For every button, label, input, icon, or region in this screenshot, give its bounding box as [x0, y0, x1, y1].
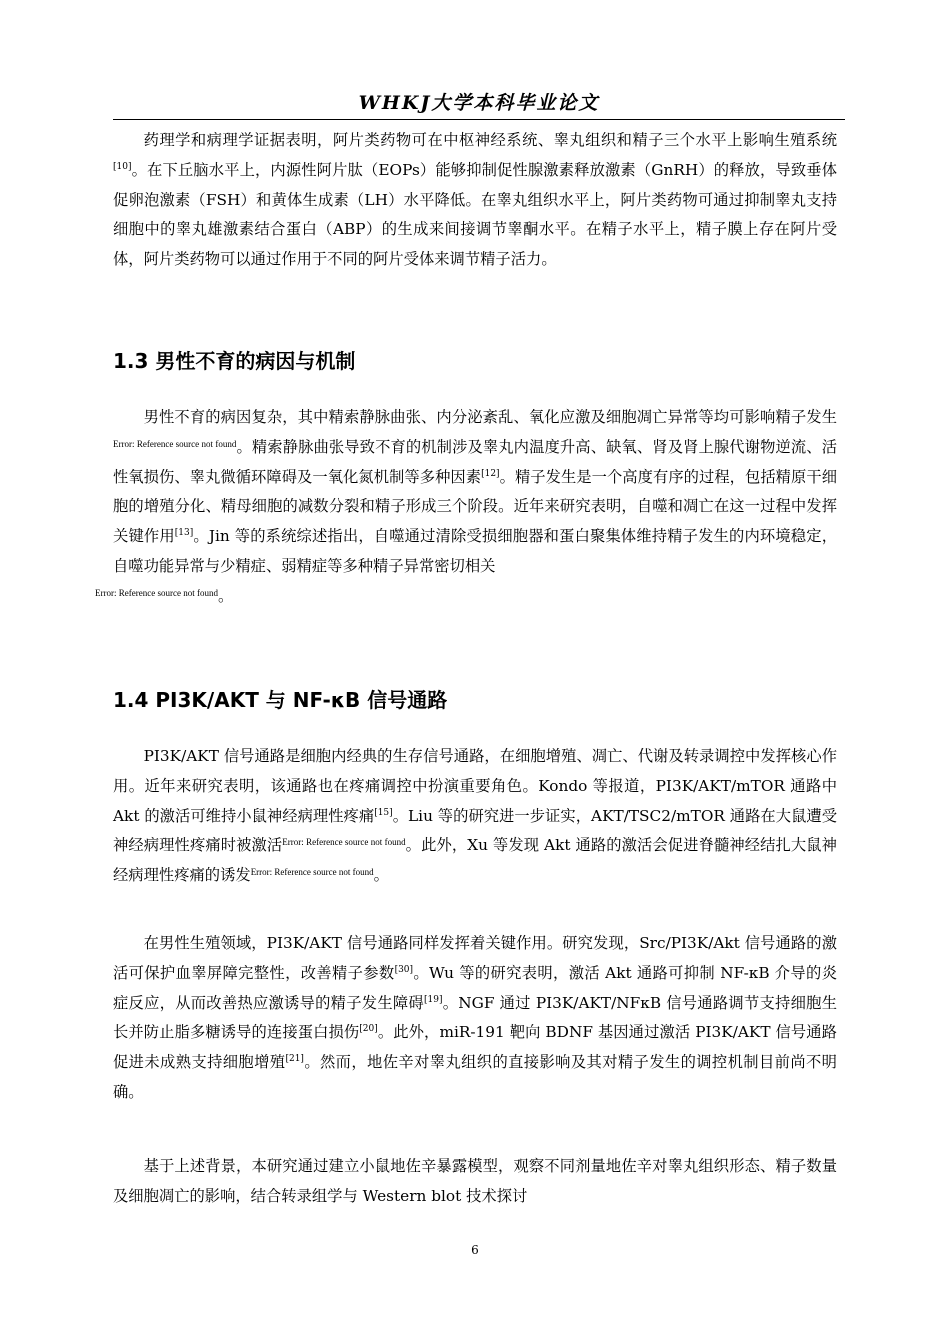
paragraph-study-background: 基于上述背景，本研究通过建立小鼠地佐辛暴露模型，观察不同剂量地佐辛对睾丸组织形态、精子数量及细胞凋亡的影响，结合转录组学与 Western blot 技术探讨 — [113, 1157, 837, 1205]
reference-error: Error: Reference source not found — [282, 837, 406, 848]
citation: [30] — [394, 964, 414, 975]
section-heading-1-3: 1.3 男性不育的病因与机制 — [113, 349, 356, 373]
citation: [19] — [423, 994, 443, 1005]
citation: [21] — [285, 1054, 304, 1065]
reference-error: Error: Reference source not found — [250, 867, 374, 878]
paragraph-opioid-effects: 药理学和病理学证据表明，阿片类药物可在中枢神经系统、睾丸组织和精子三个水平上影响生殖系统[10]。在下丘脑水平上，内源性阿片肽（EOPs）能够抑制促性腺激素释放激素（GnRH）的释放，导致垂体促卵泡激素（FSH）和黄体生成素（LH）水平降低。在睾丸组织水平上，阿片类药物可通过抑制睾丸支持细胞中的睾丸雄激素结合蛋白（ABP）的生成来间接调节睾酮水平。在精子水平上，精子膜上存在阿片受体，阿片类药物可以通过作用于不同的阿片受体来调节精子活力。 — [113, 131, 837, 269]
citation: [20] — [359, 1024, 378, 1035]
paragraph-pi3k-pain: PI3K/AKT 信号通路是细胞内经典的生存信号通路，在细胞增殖、凋亡、代谢及转录调控中发挥核心作用。近年来研究表明，该通路也在疼痛调控中扮演重要角色。Kondo 等报道，PI3K/AKT/mTOR 通路中 Akt 的激活可维持小鼠神经病理性疼痛[15]。Liu 等的研究进一步证实，AKT/TSC2/mTOR 通路在大鼠遭受神经病理性疼痛时被激活$^{Error: Reference source not found}$。此外，Xu 等发现 Akt 通路的激活会促进脊髓神经结扎大鼠神经病理性疼痛的诱发$^{Error: Reference source not found}$。 — [113, 747, 838, 885]
citation: [10] — [113, 161, 132, 172]
citation: [13] — [174, 528, 194, 539]
running-header: WHKJ大学本科毕业论文 — [358, 92, 600, 114]
paragraph-infertility-causes: 男性不育的病因复杂，其中精索静脉曲张、内分泌紊乱、氧化应激及细胞凋亡异常等均可影响精子发生$^{Error: Reference source not found}$。精索静脉曲张导致不育的机制涉及睾丸内温度升高、缺氧、肾及肾上腺代谢物逆流、活性氧损伤、睾丸微循环障碍及一氧化氮机制等多种因素[12]。精子发生是一个高度有序的过程，包括精原干细胞的增殖分化、精母细胞的减数分裂和精子形成三个阶段。近年来研究表明，自噬和凋亡在这一过程中发挥关键作用[13]。Jin 等的系统综述指出，自噬通过清除受损细胞器和蛋白聚集体维持精子发生的内环境稳定，自噬功能异常与少精症、弱精症等多种精子异常密切相关 $^{Error: Reference source not found}$。 — [95, 408, 837, 605]
reference-error: Error: Reference source not found — [95, 587, 218, 598]
section-heading-1-4: 1.4 PI3K/AKT 与 NF-κB 信号通路 — [113, 688, 448, 712]
citation: [12] — [481, 468, 500, 479]
reference-error: Error: Reference source not found — [113, 438, 237, 449]
page-number: 6 — [471, 1243, 479, 1257]
paragraph-pi3k-reproduction: 在男性生殖领域，PI3K/AKT 信号通路同样发挥着关键作用。研究发现，Src/PI3K/Akt 信号通路的激活可保护血睾屏障完整性，改善精子参数[30]。Wu 等的研究表明，激活 Akt 通路可抑制 NF-κB 介导的炎症反应，从而改善热应激诱导的精子发生障碍[19]。NGF 通过 PI3K/AKT/NFκB 信号通路调节支持细胞生长并防止脂多糖诱导的连接蛋白损伤[20]。此外，miR-191 靶向 BDNF 基因通过激活 PI3K/AKT 信号通路促进未成熟支持细胞增殖[21]。然而，地佐辛对睾丸组织的直接影响及其对精子发生的调控机制目前尚不明确。 — [113, 934, 837, 1101]
citation: [15] — [374, 807, 393, 818]
header-rule — [113, 119, 845, 120]
